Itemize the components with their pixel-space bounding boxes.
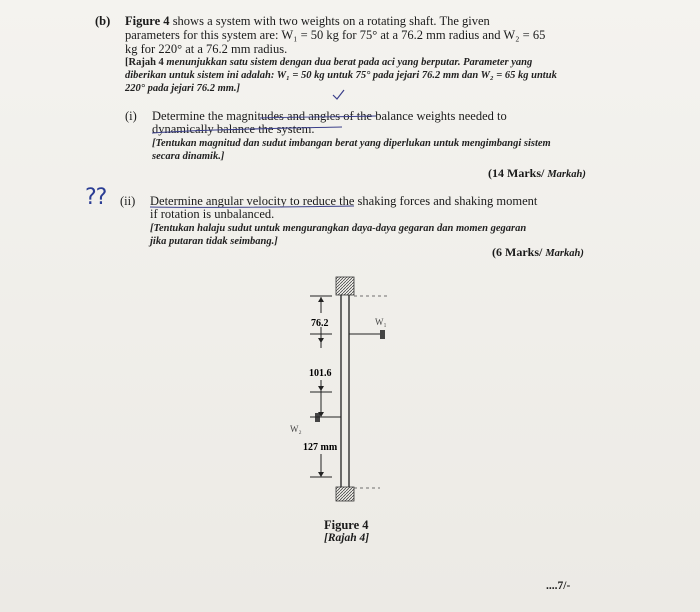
part-ii-line-2: if rotation is unbalanced. xyxy=(150,207,275,221)
top-bearing xyxy=(336,277,354,295)
part-i-line-2: dynamically balance the system. xyxy=(152,122,315,136)
figure-caption: Figure 4 xyxy=(324,518,369,532)
w1-mass xyxy=(380,330,385,339)
part-i-line-1: Determine the magnitudes and angles of the balance weights needed to xyxy=(152,109,507,123)
bottom-bearing xyxy=(336,487,354,501)
figure-reference: Figure 4 xyxy=(125,14,170,28)
part-ii-label: (ii) xyxy=(120,194,136,208)
part-i-marks-en: (14 Marks/ xyxy=(488,166,545,180)
part-i-label: (i) xyxy=(125,109,137,123)
question-line-3: kg for 220° at a 76.2 mm radius. xyxy=(125,42,288,56)
weight-label-w2: W₂ xyxy=(290,424,302,434)
part-i-malay-2: secara dinamik.] xyxy=(152,151,225,162)
question-line-2: parameters for this system are: W₁ = 50 kg for 75° at a 76.2 mm radius and W₂ = 65 xyxy=(125,28,546,42)
malay-figure-reference: [Rajah 4 xyxy=(125,57,164,68)
part-ii-marks-en: (6 Marks/ xyxy=(492,245,543,259)
dim-label-bottom: 127 mm xyxy=(303,442,338,453)
question-line-1-text: shows a system with two weights on a rotating shaft. The given xyxy=(169,14,490,28)
pencil-underline xyxy=(150,115,380,135)
figure-caption-malay: [Rajah 4] xyxy=(324,532,370,544)
dim-label-middle: 101.6 xyxy=(309,368,332,379)
question-line-1 xyxy=(125,14,585,28)
part-i-malay-1: [Tentukan magnitud dan sudut imbangan berat yang diperlukan untuk mengimbangi sistem xyxy=(152,138,551,149)
malay-line-2: diberikan untuk sistem ini adalah: W₁ = 50 kg untuk 75° pada jejari 76.2 mm dan W₂ = 65 kg untuk xyxy=(125,70,557,81)
malay-line-3: 220° pada jejari 76.2 mm.] xyxy=(125,83,241,94)
part-ii-malay-2: jika putaran tidak seimbang.] xyxy=(150,236,278,247)
dim-label-top: 76.2 xyxy=(311,318,329,329)
question-label: (b) xyxy=(95,14,111,28)
part-ii-line-1: Determine angular velocity to reduce the shaking forces and shaking moment xyxy=(150,194,538,208)
part-ii-malay-1: [Tentukan halaju sudut untuk mengurangkan daya-daya gegaran dan momen gegaran xyxy=(150,223,527,234)
weight-label-w1: W₁ xyxy=(375,317,387,327)
malay-line-1 xyxy=(125,57,532,70)
page-continuation: ....7/- xyxy=(546,580,571,592)
pencil-tick-mark xyxy=(330,88,350,104)
figure-4-diagram xyxy=(280,272,410,502)
part-i-marks xyxy=(488,166,586,181)
pencil-underline-ii xyxy=(148,203,358,211)
part-i-marks-ms: Markah) xyxy=(547,169,586,180)
part-ii-marks xyxy=(492,245,584,260)
part-ii-marks-ms: Markah) xyxy=(545,248,584,259)
handwritten-question-marks: ?? xyxy=(85,185,107,210)
malay-line-1-text: menunjukkan satu sistem dengan dua berat pada aci yang berputar. Parameter yang xyxy=(163,57,533,68)
